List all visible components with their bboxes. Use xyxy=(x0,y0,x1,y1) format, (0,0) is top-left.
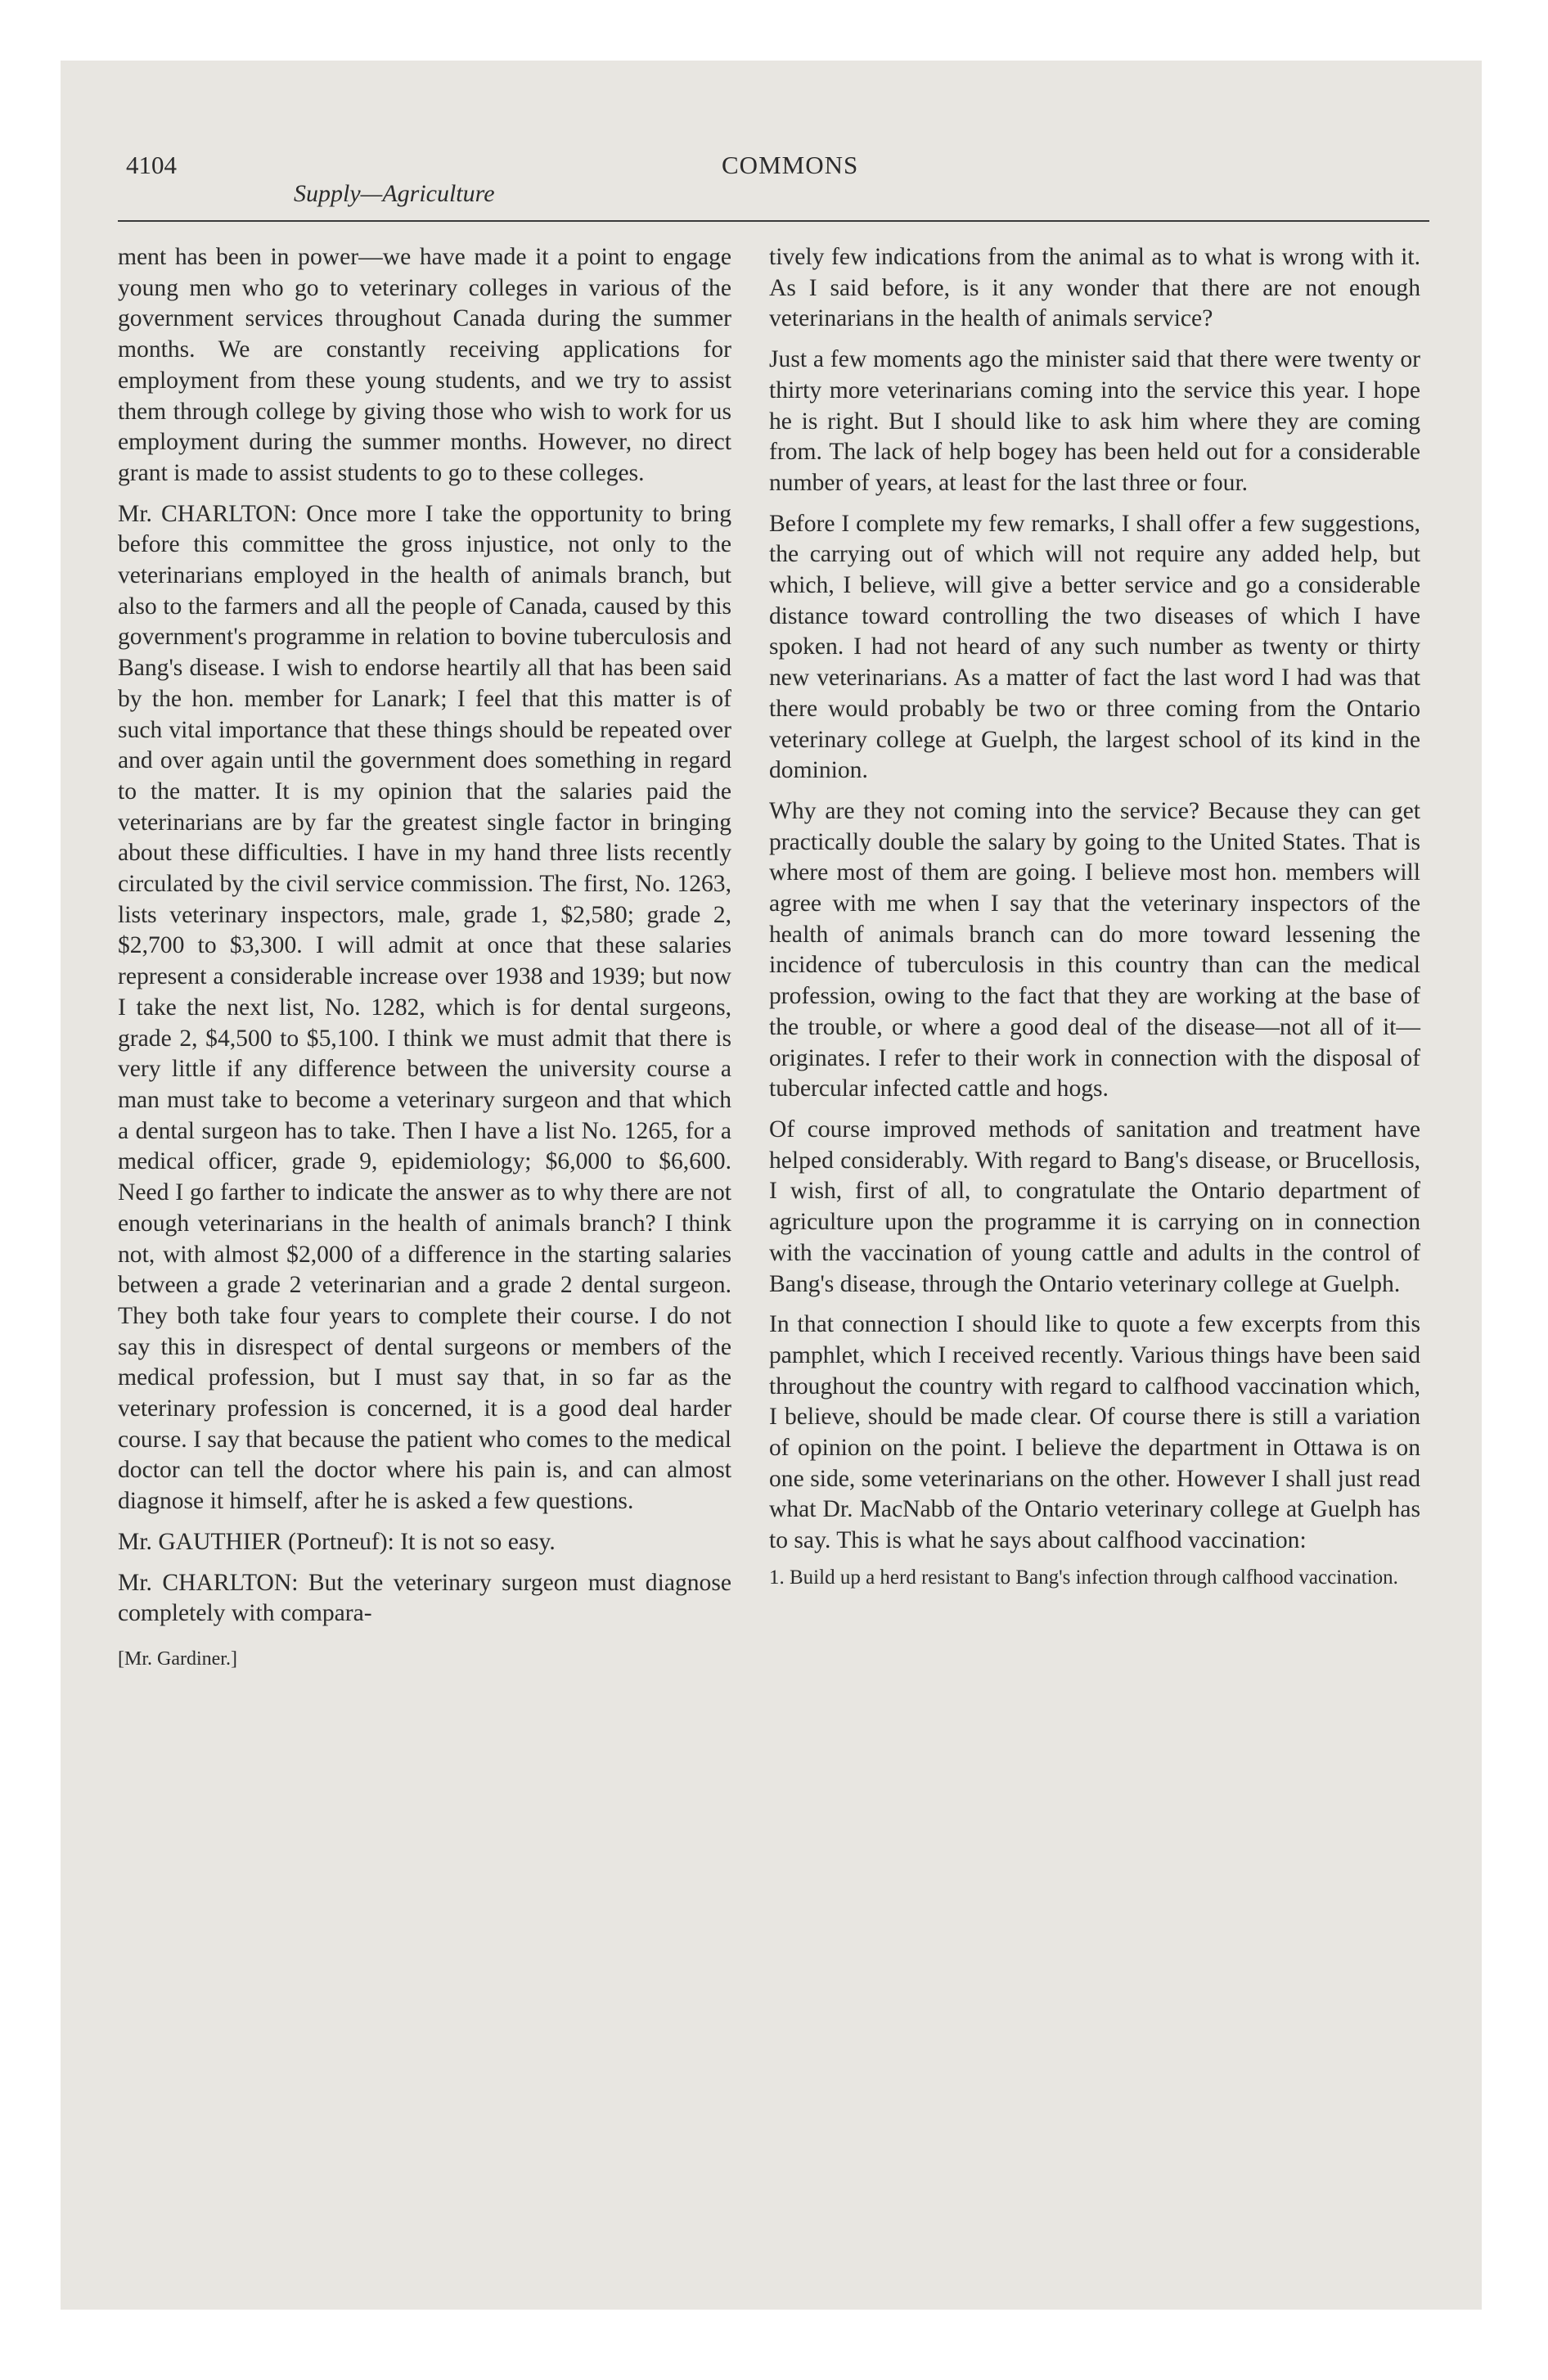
document-page xyxy=(61,61,1482,2310)
paragraph: Before I complete my few remarks, I shall offer a few suggestions, the carrying out of which will not require any added help, but which, I believe, will give a better service and go a considerable distance toward controlling the two diseases of which I have spoken. I had not heard of any such number as twenty or thirty new veterinarians. As a matter of fact the last word I had was that there would probably be two or three coming from the Ontario veterinary college at Guelph, the largest school of its kind in the dominion. xyxy=(769,510,1420,784)
header-rule xyxy=(118,220,1429,222)
paragraph: Just a few moments ago the minister said that there were twenty or thirty more veterinarians coming into the service this year. I hope he is right. But I should like to ask him where they are coming from. The lack of help bogey has been held out for a considerable number of years, at least for the last three or four. xyxy=(769,346,1420,496)
chamber-title: COMMONS xyxy=(722,151,859,179)
paragraph: Mr. GAUTHIER (Portneuf): It is not so easy. xyxy=(118,1528,556,1555)
left-column xyxy=(118,242,731,1675)
section-title: Supply—Agriculture xyxy=(294,180,495,207)
paragraph: ment has been in power—we have made it a point to engage young men who go to veterinary colleges in various of the government services throughout Canada during the summer months. We are constantly receiving applications for employment from these young students, and we try to assist them through college by giving those who wish to work for us employment during the summer months. However, no direct grant is made to assist students to go to these colleges. xyxy=(118,244,731,486)
paragraph: In that connection I should like to quote a few excerpts from this pamphlet, which I received recently. Various things have been said throughout the country with regard to calfhood vaccination which, I believe, should be made clear. Of course there is still a variation of opinion on the point. I believe the department in Ottawa is on one side, some veterinarians on the other. However I shall just read what Dr. MacNabb of the Ontario veterinary college at Guelph has to say. This is what he says about calfhood vaccination: xyxy=(769,1311,1420,1554)
page-number: 4104 xyxy=(126,151,177,179)
quote-item: 1. Build up a herd resistant to Bang's infection through calfhood vaccination. xyxy=(769,1566,1398,1589)
paragraph: tively few indications from the animal as to what is wrong with it. As I said before, is it any wonder that there are not enough veterinarians in the health of animals service? xyxy=(769,244,1420,332)
right-column xyxy=(769,242,1420,1589)
paragraph: Why are they not coming into the service? Because they can get practically double the salary by going to the United States. That is where most of them are going. I believe most hon. members will agree with me when I say that the veterinary inspectors of the health of animals branch can do more toward lessening the incidence of tuberculosis in this country than can the medical profession, owing to the fact that they are working at the base of the trouble, or where a good deal of the disease—not all of it—originates. I refer to their work in connection with the disposal of tubercular infected cattle and hogs. xyxy=(769,797,1420,1102)
paragraph: Mr. CHARLTON: But the veterinary surgeon must diagnose completely with compara- xyxy=(118,1569,731,1627)
paragraph: Of course improved methods of sanitation and treatment have helped considerably. With regard to Bang's disease, or Brucellosis, I wish, first of all, to congratulate the Ontario department of agriculture upon the programme it is carrying on in connection with the vaccination of young cattle and adults in the control of Bang's disease, through the Ontario veterinary college at Guelph. xyxy=(769,1116,1420,1297)
speaker-note: [Mr. Gardiner.] xyxy=(118,1648,237,1670)
paragraph: Mr. CHARLTON: Once more I take the opportunity to bring before this committee the gross injustice, not only to the veterinarians employed in the health of animals branch, but also to the farmers and all the people of Canada, caused by this government's programme in relation to bovine tuberculosis and Bang's disease. I wish to endorse heartily all that has been said by the hon. member for Lanark; I feel that this matter is of such vital importance that these things should be repeated over and over again until the government does something in regard to the matter. It is my opinion that the salaries paid the veterinarians are by far the greatest single factor in bringing about these difficulties. I have in my hand three lists recently circulated by the civil service commission. The first, No. 1263, lists veterinary inspectors, male, grade 1, $2,580; grade 2, $2,700 to $3,300. I will admit at once that these salaries represent a considerable increase over 1938 and 1939; but now I take the next list, No. 1282, which is for dental surgeons, grade 2, $4,500 to $5,100. I think we must admit that there is very little if any difference between the university course a man must take to become a veterinary surgeon and that which a dental surgeon has to take. Then I have a list No. 1265, for a medical officer, grade 9, epidemiology; $6,000 to $6,600. Need I go farther to indicate the answer as to why there are not enough veterinarians in the health of animals branch? I think not, with almost $2,000 of a difference in the starting salaries between a grade 2 veterinarian and a grade 2 dental surgeon. They both take four years to complete their course. I do not say this in disrespect of dental surgeons or members of the medical profession, but I must say that, in so far as the veterinary profession is concerned, it is a good deal harder course. I say that because the patient who comes to the medical doctor can tell the doctor where his pain is, and can almost diagnose it himself, after he is asked a few questions. xyxy=(118,500,731,1515)
